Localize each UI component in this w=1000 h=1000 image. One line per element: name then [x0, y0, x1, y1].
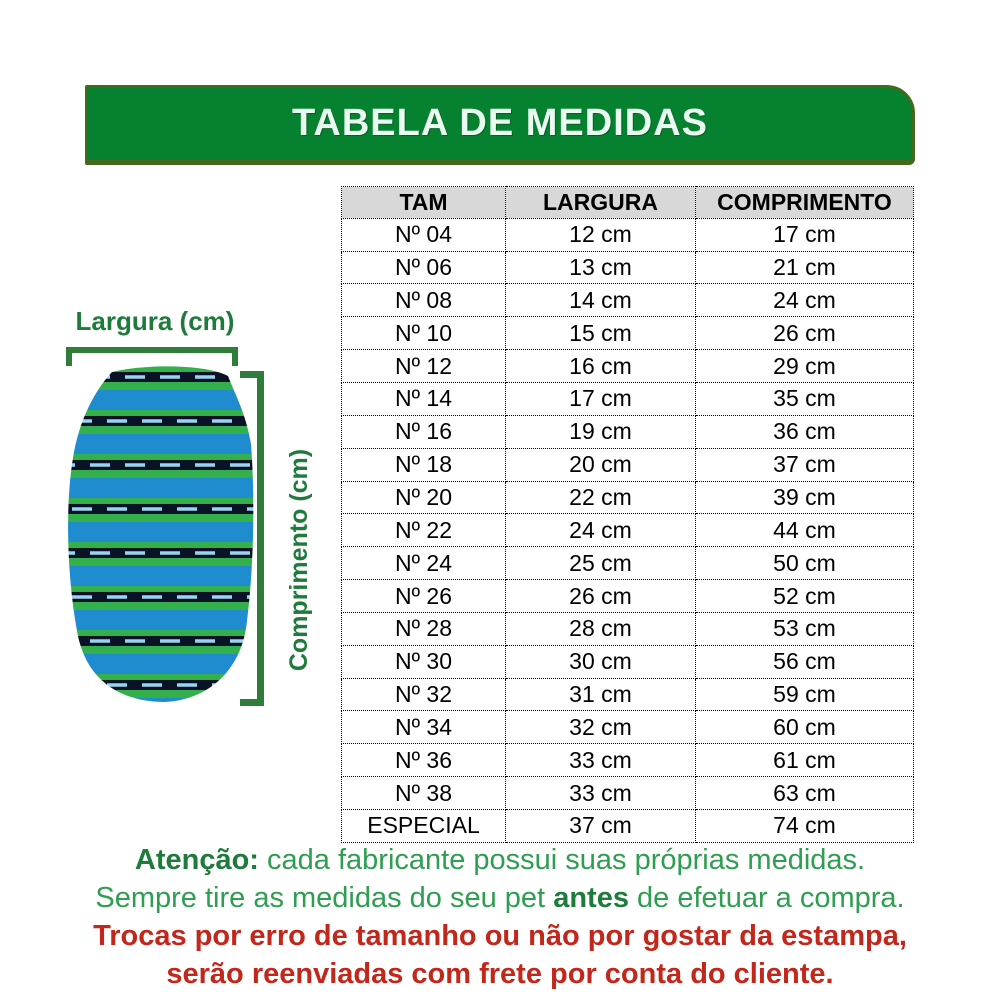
- table-cell: Nº 10: [342, 317, 506, 350]
- table-cell: 29 cm: [696, 350, 914, 383]
- table-column-header: LARGURA: [506, 187, 696, 219]
- table-cell: 12 cm: [506, 218, 696, 251]
- table-row: [342, 350, 914, 383]
- notes-section: [0, 841, 1000, 993]
- table-cell: Nº 36: [342, 744, 506, 777]
- table-cell: 61 cm: [696, 744, 914, 777]
- table-row: [342, 678, 914, 711]
- table-row: [342, 383, 914, 416]
- table-cell: 53 cm: [696, 612, 914, 645]
- table-cell: 52 cm: [696, 580, 914, 613]
- table-cell: Nº 06: [342, 251, 506, 284]
- table-cell: Nº 14: [342, 383, 506, 416]
- table-cell: 32 cm: [506, 711, 696, 744]
- length-measure-label: Comprimento (cm): [285, 448, 313, 672]
- table-cell: Nº 30: [342, 645, 506, 678]
- table-cell: Nº 04: [342, 218, 506, 251]
- pet-sweater-image: [55, 366, 255, 706]
- table-row: [342, 547, 914, 580]
- title-banner: [85, 85, 915, 165]
- table-row: [342, 481, 914, 514]
- table-cell: 56 cm: [696, 645, 914, 678]
- table-cell: 26 cm: [506, 580, 696, 613]
- table-cell: 33 cm: [506, 777, 696, 810]
- table-cell: 13 cm: [506, 251, 696, 284]
- table-cell: 44 cm: [696, 514, 914, 547]
- table-cell: 39 cm: [696, 481, 914, 514]
- table-cell: Nº 08: [342, 284, 506, 317]
- table-cell: 14 cm: [506, 284, 696, 317]
- table-cell: 17 cm: [506, 383, 696, 416]
- table-cell: 59 cm: [696, 678, 914, 711]
- table-cell: Nº 38: [342, 777, 506, 810]
- table-cell: 26 cm: [696, 317, 914, 350]
- table-cell: Nº 26: [342, 580, 506, 613]
- size-table-body: [342, 218, 914, 842]
- table-row: [342, 580, 914, 613]
- table-cell: 33 cm: [506, 744, 696, 777]
- table-cell: Nº 12: [342, 350, 506, 383]
- table-cell: 20 cm: [506, 448, 696, 481]
- measure-before-text-a: Sempre tire as medidas do seu pet: [95, 882, 554, 914]
- sweater-body-shape: [68, 366, 253, 702]
- table-cell: Nº 20: [342, 481, 506, 514]
- attention-label: Atenção:: [134, 844, 259, 876]
- table-cell: 37 cm: [506, 809, 696, 842]
- table-row: [342, 744, 914, 777]
- table-cell: Nº 16: [342, 415, 506, 448]
- table-cell: 17 cm: [696, 218, 914, 251]
- table-cell: 19 cm: [506, 415, 696, 448]
- table-row: [342, 284, 914, 317]
- attention-note-line2: [0, 879, 1000, 917]
- table-cell: 21 cm: [696, 251, 914, 284]
- table-row: [342, 514, 914, 547]
- table-column-header: TAM: [342, 187, 506, 219]
- table-cell: 50 cm: [696, 547, 914, 580]
- table-header-row: [342, 187, 914, 219]
- table-cell: 15 cm: [506, 317, 696, 350]
- table-row: [342, 415, 914, 448]
- table-cell: 37 cm: [696, 448, 914, 481]
- table-cell: Nº 18: [342, 448, 506, 481]
- attention-text: cada fabricante possui suas próprias medidas.: [258, 844, 866, 876]
- table-row: [342, 777, 914, 810]
- table-row: [342, 448, 914, 481]
- table-cell: 25 cm: [506, 547, 696, 580]
- page-title: TABELA DE MEDIDAS: [292, 102, 708, 144]
- table-cell: 30 cm: [506, 645, 696, 678]
- attention-note-line1: [0, 841, 1000, 879]
- size-table: [341, 186, 914, 843]
- table-cell: Nº 32: [342, 678, 506, 711]
- table-row: [342, 612, 914, 645]
- table-cell: 28 cm: [506, 612, 696, 645]
- table-cell: Nº 34: [342, 711, 506, 744]
- table-cell: 16 cm: [506, 350, 696, 383]
- table-cell: Nº 28: [342, 612, 506, 645]
- table-cell: 63 cm: [696, 777, 914, 810]
- table-cell: 74 cm: [696, 809, 914, 842]
- table-row: [342, 251, 914, 284]
- table-cell: 35 cm: [696, 383, 914, 416]
- table-cell: 31 cm: [506, 678, 696, 711]
- table-row: [342, 317, 914, 350]
- exchange-warning-line1: Trocas por erro de tamanho ou não por gostar da estampa,: [93, 920, 907, 952]
- table-cell: 60 cm: [696, 711, 914, 744]
- width-measure-label: Largura (cm): [75, 306, 235, 336]
- table-cell: 22 cm: [506, 481, 696, 514]
- table-cell: Nº 22: [342, 514, 506, 547]
- table-cell: 24 cm: [506, 514, 696, 547]
- exchange-warning-line2: serão reenviadas com frete por conta do cliente.: [166, 958, 834, 990]
- table-row: [342, 711, 914, 744]
- measure-before-text-b: de efetuar a compra.: [628, 882, 905, 914]
- table-column-header: COMPRIMENTO: [696, 187, 914, 219]
- table-row: [342, 645, 914, 678]
- table-cell: 36 cm: [696, 415, 914, 448]
- table-row: [342, 218, 914, 251]
- table-cell: Nº 24: [342, 547, 506, 580]
- width-measure-bracket: [66, 347, 238, 366]
- length-measure-bracket: [240, 371, 264, 706]
- measure-before-emphasis: antes: [553, 882, 629, 914]
- table-row: [342, 809, 914, 842]
- table-cell: 24 cm: [696, 284, 914, 317]
- table-cell: ESPECIAL: [342, 809, 506, 842]
